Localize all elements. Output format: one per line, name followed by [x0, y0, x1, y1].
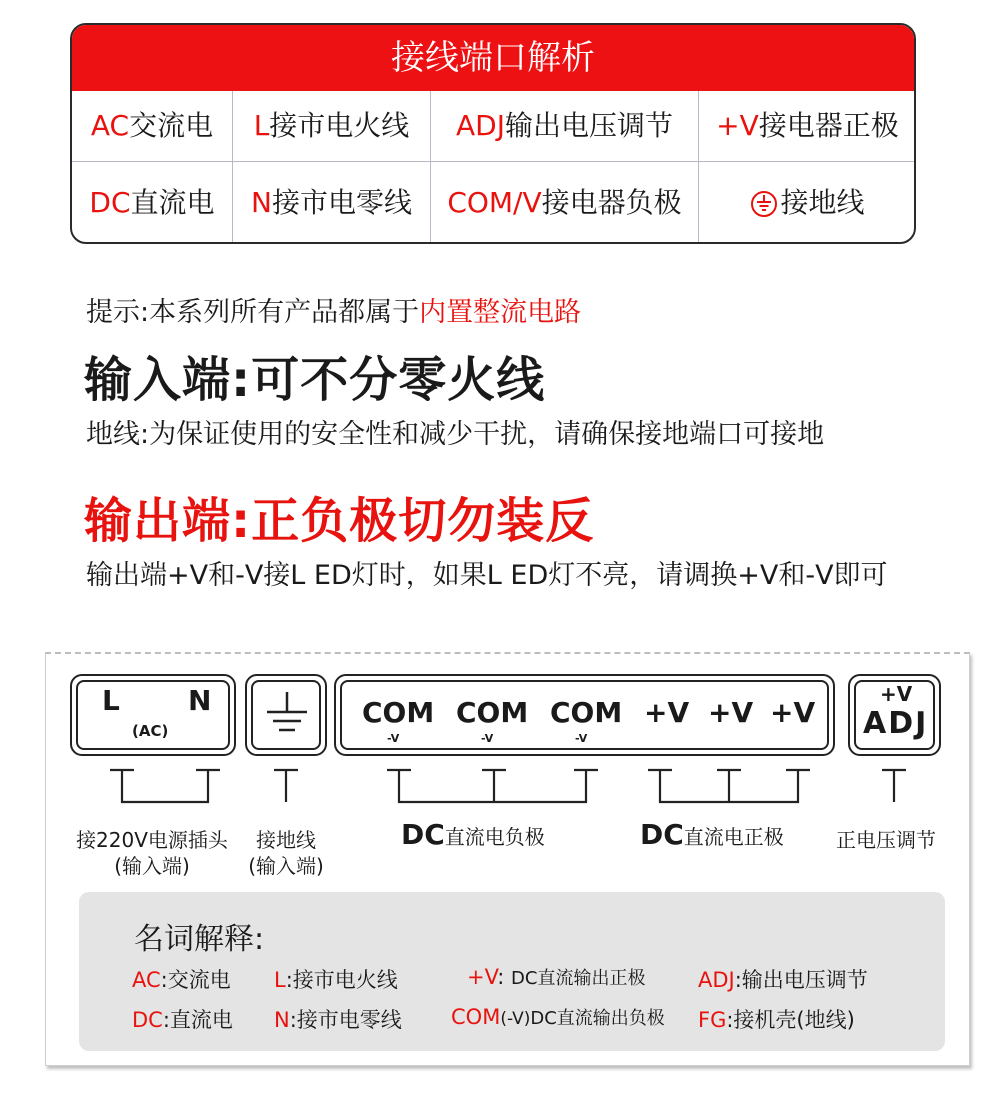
glossary-panel — [79, 892, 945, 1051]
pv-terminal-1: +V — [644, 696, 690, 729]
glossary-item-l: L:接市电火线 — [274, 968, 398, 992]
legend-cell-l: L接市电火线 — [232, 91, 430, 161]
adj-caption: 正电压调节 — [836, 828, 936, 852]
adj-label: ADJ — [863, 706, 929, 741]
input-heading: 输入端:可不分零火线 — [84, 352, 546, 408]
glossary-item-com: COM(-V)DC直流输出负极 — [451, 1005, 665, 1029]
glossary-item-pv: +V: DC直流输出正极 — [467, 965, 646, 989]
com-sub-2: -V — [481, 732, 494, 745]
terminal-diagram — [45, 652, 970, 1066]
ac-caption-sub: (输入端) — [114, 854, 190, 878]
glossary-item-ac: AC:交流电 — [132, 968, 231, 992]
ground-caption-sub: (输入端) — [248, 854, 324, 878]
com-terminal-2: COM — [456, 696, 529, 729]
ground-note: 地线:为保证使用的安全性和减少干扰，请确保接地端口可接地 — [86, 419, 825, 450]
output-heading: 输出端:正负极切勿装反 — [84, 493, 595, 549]
pv-terminal-3: +V — [770, 696, 816, 729]
adj-top-label: +V — [880, 682, 913, 706]
glossary-item-n: N:接市电零线 — [274, 1008, 402, 1032]
tip-note: 提示:本系列所有产品都属于内置整流电路 — [86, 297, 582, 328]
ground-caption: 接地线 — [256, 828, 316, 852]
table-title: 接线端口解析 — [72, 25, 914, 91]
glossary-item-fg: FG:接机壳(地线) — [698, 1008, 855, 1032]
dc-negative-caption: DC直流电负极 — [401, 818, 545, 851]
glossary-title: 名词解释: — [134, 922, 265, 957]
output-note: 输出端+V和-V接L ED灯时，如果L ED灯不亮，请调换+V和-V即可 — [86, 560, 888, 591]
legend-cell-ac: AC交流电 — [90, 109, 214, 142]
ground-circle-icon — [750, 190, 778, 218]
ac-sub-label: (AC) — [132, 722, 169, 740]
legend-cell-n: N接市电零线 — [232, 161, 430, 244]
dc-positive-caption: DC直流电正极 — [640, 818, 784, 851]
glossary-item-dc: DC:直流电 — [132, 1008, 233, 1032]
legend-cell-com: COM/V接电器负极 — [430, 161, 698, 244]
legend-cell-adj: ADJ输出电压调节 — [430, 91, 698, 161]
legend-cell-pv: +V接电器正极 — [698, 91, 916, 161]
pv-terminal-2: +V — [708, 696, 754, 729]
l-terminal-label: L — [102, 684, 120, 717]
n-terminal-label: N — [188, 684, 212, 717]
com-sub-1: -V — [387, 732, 400, 745]
com-terminal-3: COM — [550, 696, 623, 729]
ac-caption: 接220V电源插头 — [76, 828, 228, 852]
glossary-item-adj: ADJ:输出电压调节 — [698, 968, 868, 992]
com-terminal-1: COM — [362, 696, 435, 729]
port-legend-table — [70, 23, 916, 244]
legend-cell-ground: 接地线 — [698, 161, 916, 244]
legend-cell-dc: DC直流电 — [89, 186, 215, 219]
com-sub-3: -V — [575, 732, 588, 745]
